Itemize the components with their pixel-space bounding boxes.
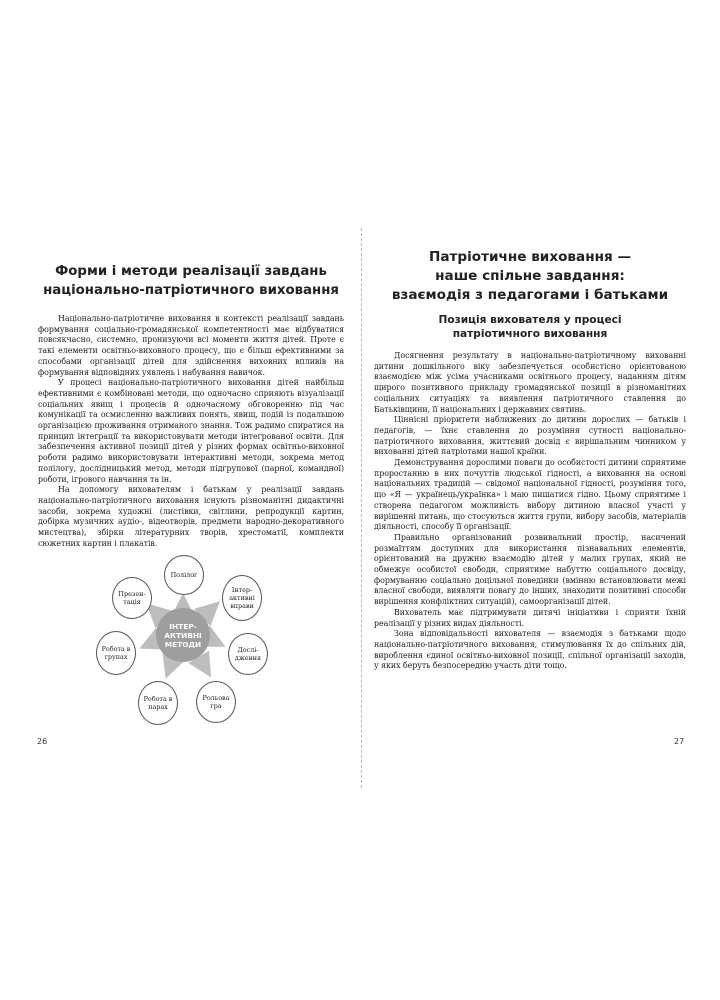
- left-title-line-1: Форми і методи реалізації завдань: [55, 264, 327, 279]
- right-page: [374, 249, 686, 672]
- node-polilog: Полілог: [164, 555, 204, 595]
- node-presentation: Презен-тація: [112, 577, 152, 619]
- arrow-to-presentation: [149, 606, 161, 617]
- node-research: Дослі-дження: [228, 633, 268, 675]
- left-title-line-2: національно-патріотичного виховання: [43, 283, 339, 298]
- left-paragraph-1: Національно-патріотичне виховання в контексті реалізації завдань формування соціально-громадянської компетентності має відбуватися повсякчасно, системно, пронизуючи всі моменти життя дітей. Проте є такі елементи освітньо-виховного процесу, що є більш ефективними за способами організації дітей для здійснення виховних впливів на формування відповідних уявлень і набування навичок.: [38, 314, 344, 377]
- node-interactive: Інтер-активні вправи: [222, 575, 262, 621]
- node-pairs: Робота в парах: [138, 681, 178, 725]
- right-page-subtitle: [374, 313, 686, 341]
- center-line-1: ІНТЕР-: [169, 621, 197, 631]
- right-paragraph-4: Правильно організований розвивальний простір, насичений розмаїттям доступних для використання пізнавальних елементів, орієнтований на дружню взаємодію дітей у малих групах, який не обмежує особистої свободи, сприятиме набуттю соціального досвіду, формуванню соціально доцільної поведінки (вмінню встановлювати межі власної свободи, виявляти повагу до інших, знаходити позитивні способи вирішення конфліктних ситуацій), самоорганізації дітей.: [374, 532, 686, 607]
- right-title-line-2: наше спільне завдання:: [435, 268, 625, 284]
- arrow-to-research: [210, 639, 222, 645]
- right-paragraph-5: Вихователь має підтримувати дитячі ініціативи і сприяти їхній реалізації у різних видах діяльності.: [374, 607, 686, 628]
- arrow-to-interactive: [204, 604, 217, 616]
- arrow-to-groups: [143, 641, 156, 647]
- left-page-title: [38, 262, 344, 300]
- arrow-to-pairs: [167, 661, 172, 675]
- center-line-2: АКТИВНІ: [164, 630, 202, 640]
- subtitle-line-1: Позиція вихователя у процесі: [438, 314, 622, 326]
- subtitle-line-2: патріотичного виховання: [452, 328, 608, 340]
- left-paragraph-2: У процесі національно-патріотичного виховання дітей найбільш ефективними є комбіновані методи, що одночасно сприяють візуалізації соціальних явищ і процесів й одночасному обговоренню під час комунікації та осмисленню важливих понять, явищ, подій із подальшою організацією проживання отриманого знання. Тож радимо спиратися на принцип інтеграції та використовувати методи інтегрованої освіти. Для забезпечення активної позиції дітей у різних формах освітньо-виховної роботи радимо використовувати інтерактивні методи, зокрема метод полілогу, дослідницький метод, методи підгрупової (парної, командної) роботи, ігрового навчання та ін.: [38, 378, 344, 484]
- right-paragraph-6: Зона відповідальності вихователя — взаємодія з батьками щодо національно-патріотичного виховання, стимулювання їх до спільних дій, вироблення єдиної освітньо-виховної позиції, спільної організації заходів, у яких беруть безпосередню участь діти тощо.: [374, 629, 686, 671]
- interactive-methods-diagram: [92, 553, 274, 733]
- right-page-title: [374, 248, 686, 305]
- right-title-line-3: взаємодія з педагогами і батьками: [391, 287, 669, 303]
- right-paragraph-3: Демонстрування дорослими поваги до особистості дитини сприятиме проростанню в них почуттів людської гідності, а виховання на основі національних традицій — свідомої національної гідності, розуміння того, що «Я — українець/українка» і маю пишатися гідно. Цьому сприятиме і створена педагогом можливість вибору дитиною власної участі у вирішенні питань, що стосуються життя групи, вибору засобів, матеріалів діяльності, способу її організації.: [374, 458, 686, 532]
- page-number-right: 27: [674, 737, 685, 746]
- node-groups: Робота в групах: [96, 631, 136, 675]
- right-paragraph-2: Ціннісні пріоритети наближених до дитини дорослих — батьків і педагогів, — їхнє ставлення до розуміння сутності національно-патріотичного виховання, життєвий досвід є вирішальним чинником у вихованні дітей патріотами нашої країни.: [374, 415, 686, 457]
- page-gutter: [361, 228, 362, 788]
- arrow-to-roleplay: [200, 659, 209, 674]
- center-line-3: МЕТОДИ: [164, 639, 202, 649]
- right-title-line-1: Патріотичне виховання —: [428, 249, 632, 265]
- right-paragraph-1: Досягнення результату в національно-патріотичному вихованні дитини дошкільного віку забезпечується особистісно орієнтованою взаємодією між усіма учасниками освітнього процесу, наданням дітям щирого позитивного прикладу громадянської позиції в різноманітних соціальних ситуаціях та виявлення патріотичного ставлення до Батьківщини, її національних і державних святинь.: [374, 351, 686, 414]
- node-roleplay: Рольова гра: [196, 681, 236, 723]
- left-page: [38, 262, 344, 549]
- diagram-center: [156, 608, 210, 662]
- left-paragraph-3: На допомогу вихователям і батькам у реалізації завдань національно-патріотичного виховання існують різноманітні дидактичні засоби, зокрема художні (листівки, світлини, репродукції картин, добірка музичних аудіо-, відеотворів, предмети народно-декоративного мистецтва), збірки літературних творів, хрестоматії, комплекти сюжетних картин і плакатів.: [38, 485, 344, 548]
- page-number-left: 26: [37, 737, 48, 746]
